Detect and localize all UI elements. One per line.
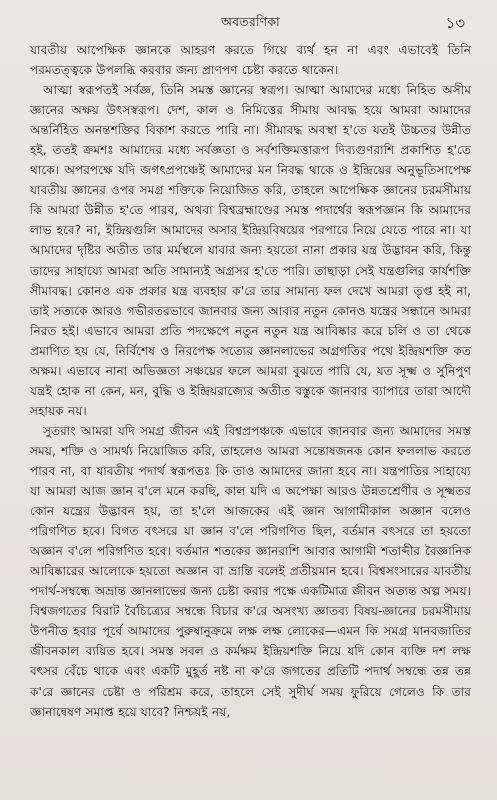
body-text — [30, 40, 471, 722]
paragraph-1: যাবতীয় আপেক্ষিক জ্ঞানকে আহরণ করতে গিয়ে ব্যর্থ হন না এবং এভাবেই তিনি পরমতত্ত্বকে উপলব্ধি করবার জন্য প্রাণপণ চেষ্টা করতে থাকেন। — [30, 43, 471, 78]
page-number: ১৩ — [445, 14, 465, 32]
page-header — [30, 12, 471, 36]
paragraph-3: সুতরাং আমরা যদি সমগ্র জীবন এই বিশ্বপ্রপঞ্চকে এভাবে জানবার জন্য আমাদের সমস্ত সময়, শক্তি ও সামর্থ্য নিয়োজিত করি, তাহলেও আমরা সন্তোষজনক কোন ফললাভ করতে পারব না, বা যাবতীয় পদার্থ স্বরূপতঃ কি তাও আমাদের জানা হবে না। যন্ত্রপাতির সাহায্যে যা আমরা আজ জ্ঞান ব'লে মনে করছি, কাল যদি এ অপেক্ষা আরও উন্নতশ্রেণীর ও সূক্ষ্মতর কোন যন্ত্রের উদ্ভাবন হয়, তা হ'লে আজকের এই জ্ঞান আগামীকাল অজ্ঞান বলেও পরিগণিত হবে। বিগত বৎসরে যা জ্ঞান ব'লে পরিগণিত ছিল, বর্তমান বৎসরে তা হয়তো অজ্ঞান ব'লে পরিগণিত হবে। বর্তমান শতকের জ্ঞানরাশি আবার আগামী শতাব্দীর বৈজ্ঞানিক আবিষ্কারের আলোকে হয়তো অজ্ঞান বা ভ্রান্তি বলেই প্রতীয়মান হবে। বিশ্বসংসারের যাবতীয় পদার্থ-সম্বন্ধে অভ্রান্ত জ্ঞানলাভের জন্য চেষ্টা করার পক্ষে একটিমাত্র জীবন অত্যন্ত অল্প সময়। বিশ্বজগতের বিরাট বৈচিত্র্যের সম্বন্ধে বিচার ক'রে অসংখ্য জ্ঞাতব্য বিষয়-জ্ঞানের চরমসীমায় উপনীত হবার পূর্বে আমাদের পুরুষানুক্রমে লক্ষ লক্ষ লোকের—এমন কি সমগ্র মানবজাতির জীবনকাল ব্যয়িত হবে। সমস্ত সবল ও কর্মক্ষম ইন্দ্রিয়শক্তি নিয়ে যদি কোন ব্যক্তি দশ লক্ষ বৎসর বেঁচে থাকে এবং একটি মুহূর্ত নষ্ট না ক'রে জগতের প্রতিটি পদার্থ সম্বন্ধে তন্ন তন্ন ক'রে জ্ঞানের চেষ্টা ও পরিশ্রম করে, তাহলে সেই সুদীর্ঘ সময় ফুরিয়ে গেলেও কি তার জ্ঞানান্বেষণ সমাপ্ত হয়ে যাবে? নিশ্চয়ই নয়, — [30, 423, 471, 719]
running-title: অবতরণিকা — [221, 14, 280, 29]
paragraph-2: আত্মা স্বরূপতই সর্বজ্ঞ, তিনি সমস্ত জ্ঞানের স্বরূপ। আত্মা আমাদের মধ্যে নিহিত অসীম জ্ঞানের অক্ষয় উৎসস্বরূপ। দেশ, কাল ও নিমিত্তের সীমায় আবদ্ধ হয়ে আমরা আমাদের অন্তর্নিহিত অনন্তশক্তির বিকাশ করতে পারি না। সীমাবদ্ধ অবস্থা হ'তে যতই উচ্চতর উন্নীত হই, ততই ক্রমশঃ আমাদের মধ্যে সর্বজ্ঞতা ও সর্বশক্তিমত্তারূপ দিব্যগুণরাশি প্রকাশিত হ'তে থাকে। অপরপক্ষে যদি জগৎপ্রপঞ্চেই আমাদের মন নিবদ্ধ থাকে ও ইন্দ্রিয়ের অনুভূতিসাপেক্ষ যাবতীয় জ্ঞানের ওপর সমগ্র শক্তিকে নিয়োজিত করি, তাহলে আপেক্ষিক জ্ঞানের চরমসীমায় কি আমরা উন্নীত হ'তে পারব, অথবা বিশ্বব্রহ্মাণ্ডের সমস্ত পদার্থের স্বরূপজ্ঞান কি আমাদের লাভ হবে? না, ইন্দ্রিয়গুলি আমাদের অসার ইন্দ্রিয়বিষয়ের পরপারে নিয়ে যেতে পারে না। যা আমাদের দৃষ্টির অতীত তার মর্মস্থলে যাবার জন্য হয়তো নানা প্রকার যন্ত্র উদ্ভাবন করি, কিন্তু তাদের সাহায্যে আমরা অতি সামান্যই অগ্রসর হ'তে পারি। তাছাড়া সেই যন্ত্রগুলির কার্যশক্তি সীমাবদ্ধ। কোনও এক প্রকার যন্ত্র ব্যবহার ক'রে তার সামান্য ফল দেখে আমরা তৃপ্ত হই না, তাই সত্যকে আরও গভীরতরভাবে জানবার জন্য আবার নতুন কোনও যন্ত্রের সন্ধানে আমরা নিরত হই। এভাবে আমরা প্রতি পদক্ষেপে নতুন নতুন যন্ত্র আবিষ্কার করে চলি ও তা থেকে প্রমাণিত হয় যে, নির্বিশেষ ও নিরপেক্ষ সত্যের জ্ঞানলাভের অগ্রগতির পথে ইন্দ্রিয়শক্তি কত অক্ষম। এভাবে নানা অভিজ্ঞতা সঞ্চয়ের ফলে আমরা বুঝতে পারি যে, যত সূক্ষ্ম ও সুনিপুণ যন্ত্রই হোক না কেন, মন, বুদ্ধি ও ইন্দ্রিয়রাজ্যের অতীত বস্তুকে জানবার ব্যাপারে তারা আদৌ সহায়ক নয়। — [30, 83, 471, 418]
